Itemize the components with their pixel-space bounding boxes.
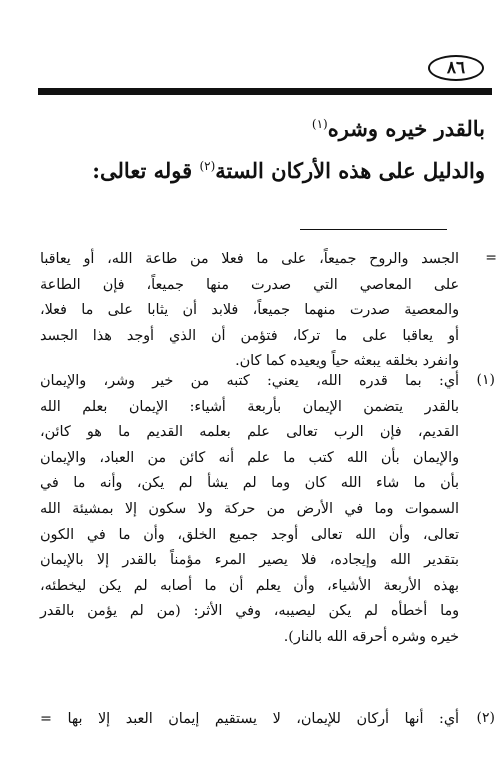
footnote-ref-2: (٢) xyxy=(199,159,216,173)
footnote-line: أي: أنها أركان للإيمان، لا يستقيم إيمان العبد إلا بها = xyxy=(40,711,459,727)
main-text-line-1 xyxy=(312,118,485,139)
footnote-line: الجسد والروح جميعاً، على ما فعلا من طاعة الله، أو يعاقبا xyxy=(40,251,459,267)
footnote-line: خيره وشره أحرقه الله بالنار). xyxy=(283,628,459,645)
main-text-line-2-start: والدليل على هذه الأركان الستة xyxy=(215,158,485,183)
footnote-line: وما أخطأه لم يكن ليصيبه، وفي الأثر: (من لم يؤمن بالقدر xyxy=(40,603,459,620)
footnote-line: والمعصية صدرت منهما جميعاً، فلابد أن يثابا على ما فعلا، xyxy=(40,302,459,319)
footnote-2-marker: (٢) xyxy=(476,710,495,726)
footnote-line: على المعاصي التي صدرت منها جميعاً، فإن الطاعة xyxy=(40,276,459,293)
footnote-1 xyxy=(40,369,459,651)
main-text-line-2-end: قوله تعالى: xyxy=(92,158,200,183)
footnote-ref-1: (١) xyxy=(311,117,328,131)
footnote-1-marker: (١) xyxy=(476,372,495,388)
footnote-line: والإيمان بأن الله كتب ما علم أنه كائن من العباد، والإيمان xyxy=(40,449,459,466)
main-text-line-1-text: بالقدر خيره وشره xyxy=(327,116,485,141)
footnote-separator xyxy=(300,229,447,230)
footnote-line: تعالى، وأن الله تعالى أوجد جميع الخلق، وأن ما في الكون xyxy=(40,526,459,543)
footnote-line: السموات وما في الأرض من حركة ولا سكون إلا بمشيئة الله xyxy=(40,500,459,517)
footnote-line: بأن ما شاء الله كان وما لم يشأ لم يكن، وأنه ما في xyxy=(40,475,459,492)
continuation-marker: = xyxy=(485,250,497,266)
footnote-line: القديم، فإن الرب تعالى علم بعلمه القديم ما هو كائن، xyxy=(40,424,459,441)
footnote-line: أو يعاقبا على ما تركا، فتؤمن أن الذي أوجد هذا الجسد xyxy=(40,327,459,344)
footnote-continuation xyxy=(40,247,459,375)
header-rule xyxy=(38,88,492,95)
main-text-line-2 xyxy=(92,160,485,181)
footnote-line: أي: بما قدره الله، يعني: كتبه من خير وشر، والإيمان xyxy=(40,373,459,389)
footnote-line: بهذه الأربعة الأشياء، وأن يعلم أن ما أصابه لم يكن ليخطئه، xyxy=(40,577,459,594)
page-number: ٨٦ xyxy=(428,55,484,81)
footnote-line: بالقدر يتضمن الإيمان بأربعة أشياء: الإيمان بعلم الله xyxy=(40,398,459,415)
footnote-line: بتقدير الله وإيجاده، فلا يصير المرء مؤمناً بالقدر إلا بالإيمان xyxy=(40,552,459,569)
footnote-2 xyxy=(40,707,459,733)
footnote-line: وانفرد بخلقه يبعثه حياً ويعيده كما كان. xyxy=(235,353,459,370)
